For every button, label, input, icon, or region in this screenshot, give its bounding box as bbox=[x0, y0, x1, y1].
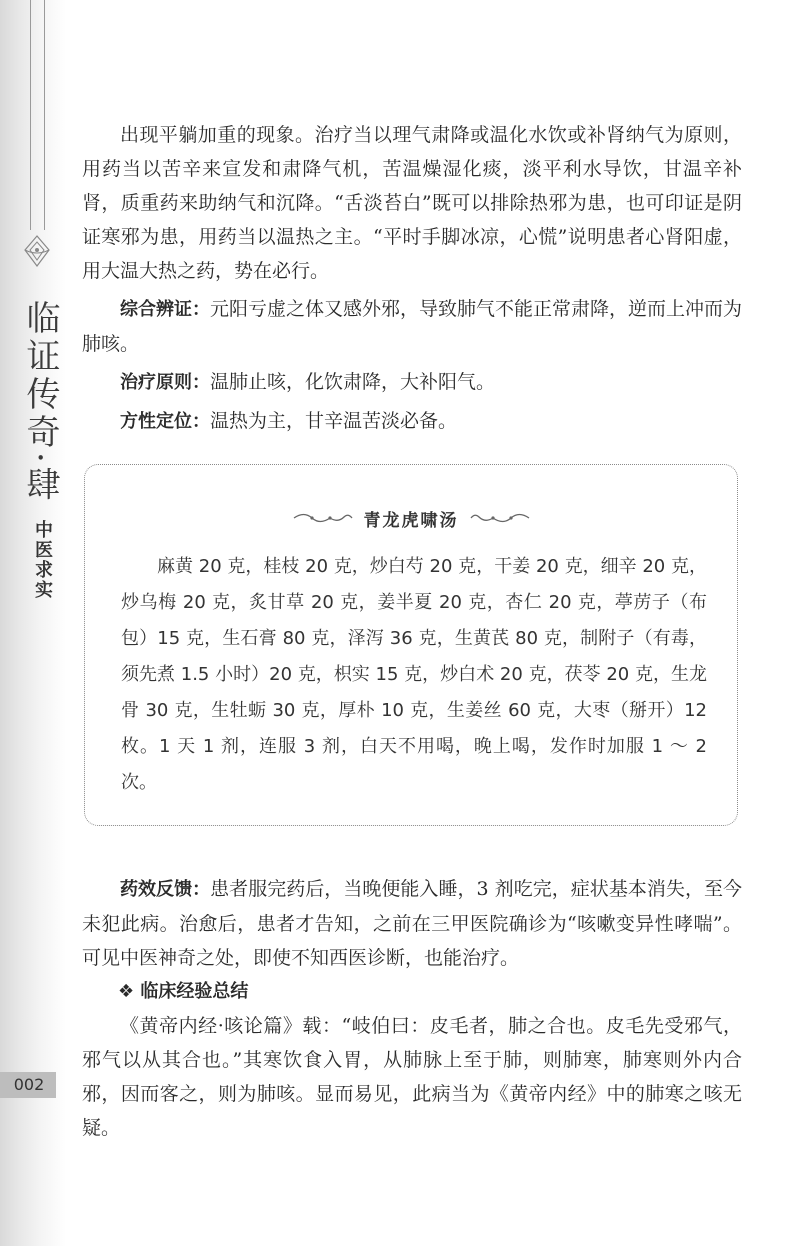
feedback-label: 药效反馈： bbox=[120, 879, 211, 900]
lotus-ornament-icon bbox=[22, 232, 52, 274]
diagnosis-text: 元阳亏虚之体又感外邪，导致肺气不能正常肃降，逆而上冲而为肺咳。 bbox=[82, 298, 743, 355]
prescription-text: 麻黄 20 克，桂枝 20 克，炒白芍 20 克，干姜 20 克，细辛 20 克，炒乌梅 20 克，炙甘草 20 克，姜半夏 20 克，杏仁 20 克，葶苈子（布包）15 克，生石膏 80 克，泽泻 36 克，生黄芪 80 克，制附子（有毒，须先煮 1.5 小时）20 克，枳实 15 克，炒白术 20 克，茯苓 20 克，生龙骨 30 克，生牡蛎 30 克，厚朴 10 克，生姜丝 60 克，大枣（掰开）12 枚。1 天 1 剂，连服 3 剂，白天不用喝，晚上喝，发作时加服 1 ～ 2 次。 bbox=[121, 556, 707, 793]
paragraph-summary: 《黄帝内经·咳论篇》载：“岐伯曰：皮毛者，肺之合也。皮毛先受邪气，邪气以从其合也。”其寒饮食入胃，从肺脉上至于肺，则肺寒，肺寒则外内合邪，因而客之，则为肺咳。显而易见，此病当为《黄帝内经》中的肺寒之咳无疑。 bbox=[82, 1015, 742, 1139]
side-rule-line bbox=[44, 0, 45, 230]
positioning-text: 温热为主，甘辛温苦淡必备。 bbox=[210, 410, 458, 432]
side-rule-line bbox=[30, 0, 31, 230]
prescription-title: 青龙虎啸汤 bbox=[363, 510, 459, 531]
principle-text: 温肺止咳，化饮肃降，大补阳气。 bbox=[210, 371, 496, 393]
paragraph-principle bbox=[82, 365, 742, 400]
book-title: 临证传奇·肆 bbox=[20, 300, 60, 505]
paragraph-positioning bbox=[82, 404, 742, 439]
feedback-text: 患者服完药后，当晚便能入睡，3 剂吃完，症状基本消失，至今未犯此病。治愈后，患者才告知，之前在三甲医院确诊为“咳嗽变异性哮喘”。可见中医神奇之处，即使不知西医诊断，也能治疗。 bbox=[82, 878, 742, 969]
side-margin-strip bbox=[0, 0, 66, 1246]
book-subtitle: 中医求实 bbox=[32, 520, 53, 600]
prescription-title-row bbox=[85, 503, 737, 533]
prescription-box bbox=[84, 464, 738, 826]
section-heading: ❖ 临床经验总结 bbox=[118, 981, 249, 1002]
flourish-right-icon bbox=[469, 509, 531, 527]
principle-label: 治疗原则： bbox=[120, 372, 210, 393]
paragraph-diagnosis bbox=[82, 292, 742, 361]
diagnosis-label: 综合辨证： bbox=[120, 299, 210, 320]
flourish-left-icon bbox=[292, 509, 354, 527]
main-text-lower bbox=[82, 872, 742, 1145]
main-text-upper bbox=[82, 118, 742, 439]
paragraph-analysis: 出现平躺加重的现象。治疗当以理气肃降或温化水饮或补肾纳气为原则，用药当以苦辛来宣发和肃降气机，苦温燥湿化痰，淡平利水导饮，甘温辛补肾，质重药来助纳气和沉降。“舌淡苔白”既可以排除热邪为患，也可印证是阴证寒邪为患，用药当以温热之主。“平时手脚冰凉，心慌”说明患者心肾阳虚，用大温大热之药，势在必行。 bbox=[82, 124, 742, 282]
paragraph-feedback bbox=[82, 872, 742, 975]
positioning-label: 方性定位： bbox=[120, 411, 210, 432]
page-number: 002 bbox=[13, 1075, 45, 1094]
